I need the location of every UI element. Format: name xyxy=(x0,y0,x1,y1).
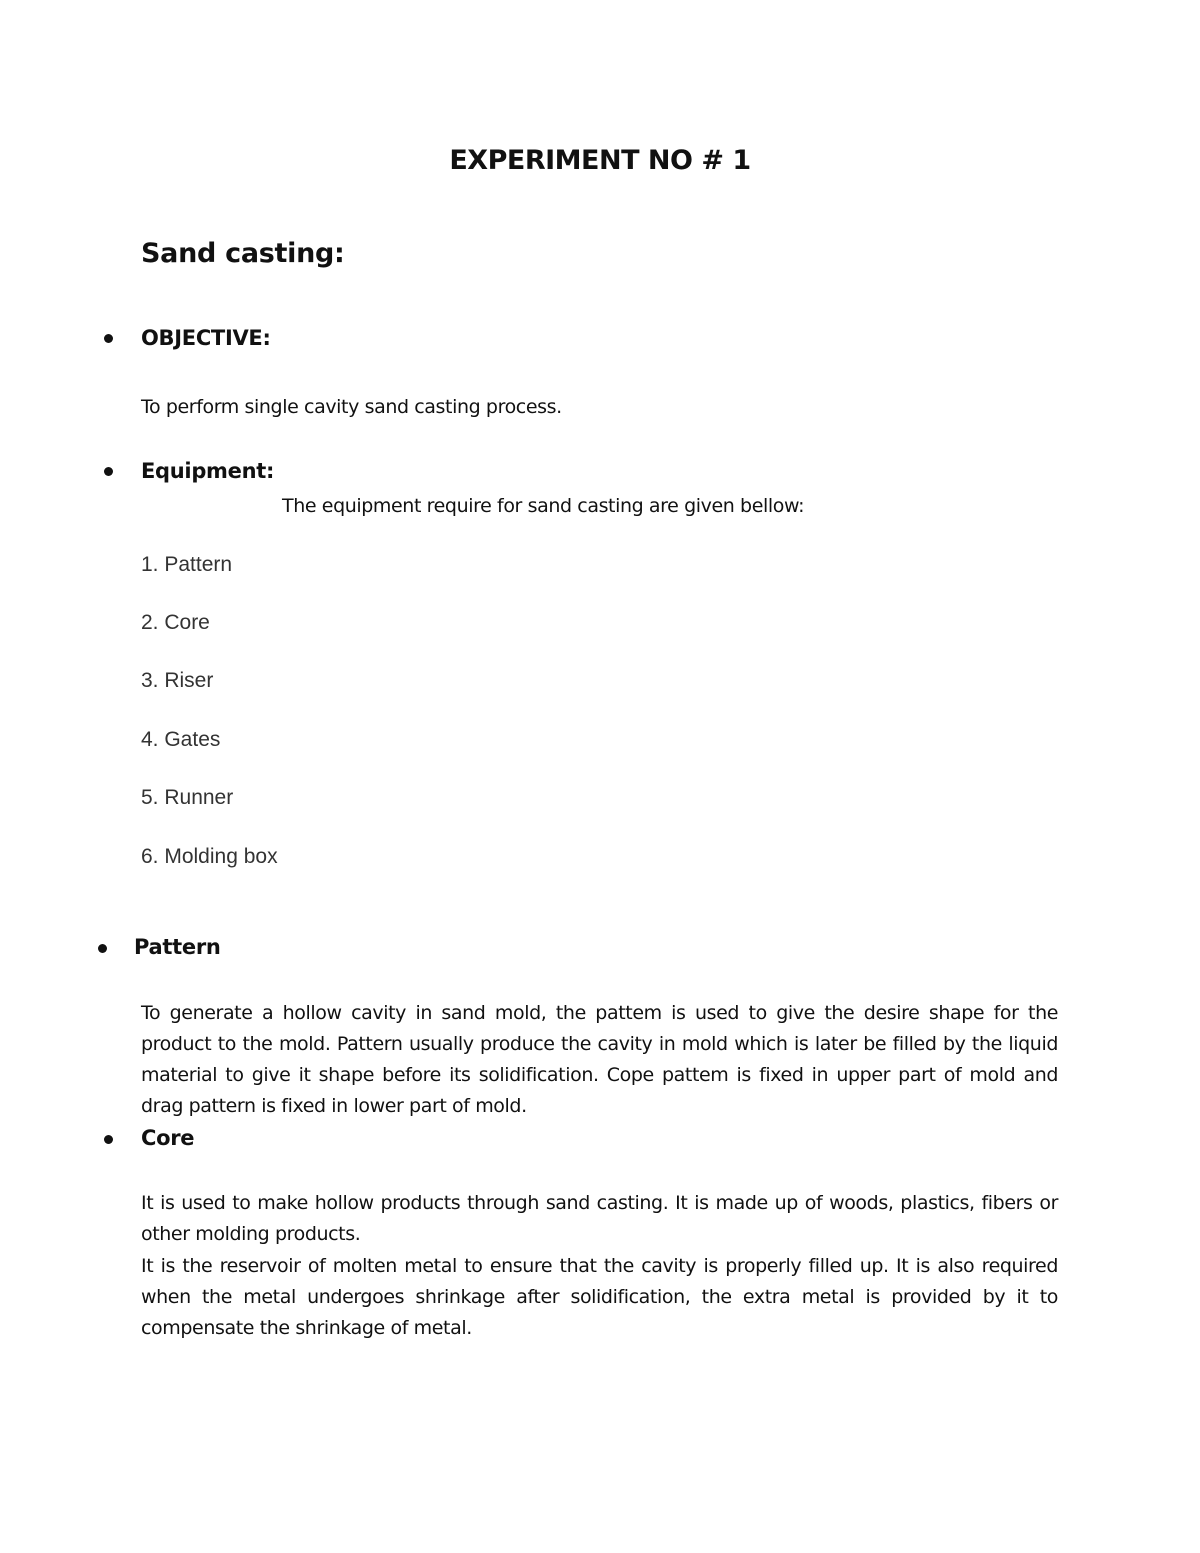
list-item: 6. Molding box xyxy=(141,845,278,868)
section-title: Sand casting: xyxy=(141,238,345,269)
list-item: 5. Runner xyxy=(141,786,234,809)
page-title: EXPERIMENT NO # 1 xyxy=(449,145,751,176)
bullet-icon xyxy=(104,1135,113,1144)
list-item: 4. Gates xyxy=(141,728,221,751)
list-item: 3. Riser xyxy=(141,669,214,692)
core-paragraph: It is used to make hollow products through sand casting. It is made up of woods, plastics, fibers or other molding products. xyxy=(141,1192,1058,1245)
riser-paragraph: It is the reservoir of molten metal to ensure that the cavity is properly filled up. It is also required when the metal undergoes shrinkage after solidification, the extra metal is provided by it to compensate the shrinkage of metal. xyxy=(141,1255,1058,1339)
bullet-icon xyxy=(104,467,113,476)
bullet-icon xyxy=(104,334,113,343)
equipment-heading: Equipment: xyxy=(141,459,275,483)
list-item: 2. Core xyxy=(141,611,210,634)
list-item: 1. Pattern xyxy=(141,553,233,576)
objective-heading: OBJECTIVE: xyxy=(141,326,271,350)
objective-text: To perform single cavity sand casting process. xyxy=(141,396,562,418)
equipment-intro: The equipment require for sand casting are given bellow: xyxy=(282,495,805,517)
bullet-icon xyxy=(98,944,107,953)
pattern-paragraph: To generate a hollow cavity in sand mold, the pattem is used to give the desire shape for the product to the mold. Pattern usually produce the cavity in mold which is later be filled by the liquid material to give it shape before its solidification. Cope pattem is fixed in upper part of mold and drag pattern is fixed in lower part of mold. xyxy=(141,1002,1058,1117)
pattern-heading: Pattern xyxy=(134,935,221,959)
core-heading: Core xyxy=(141,1126,195,1150)
